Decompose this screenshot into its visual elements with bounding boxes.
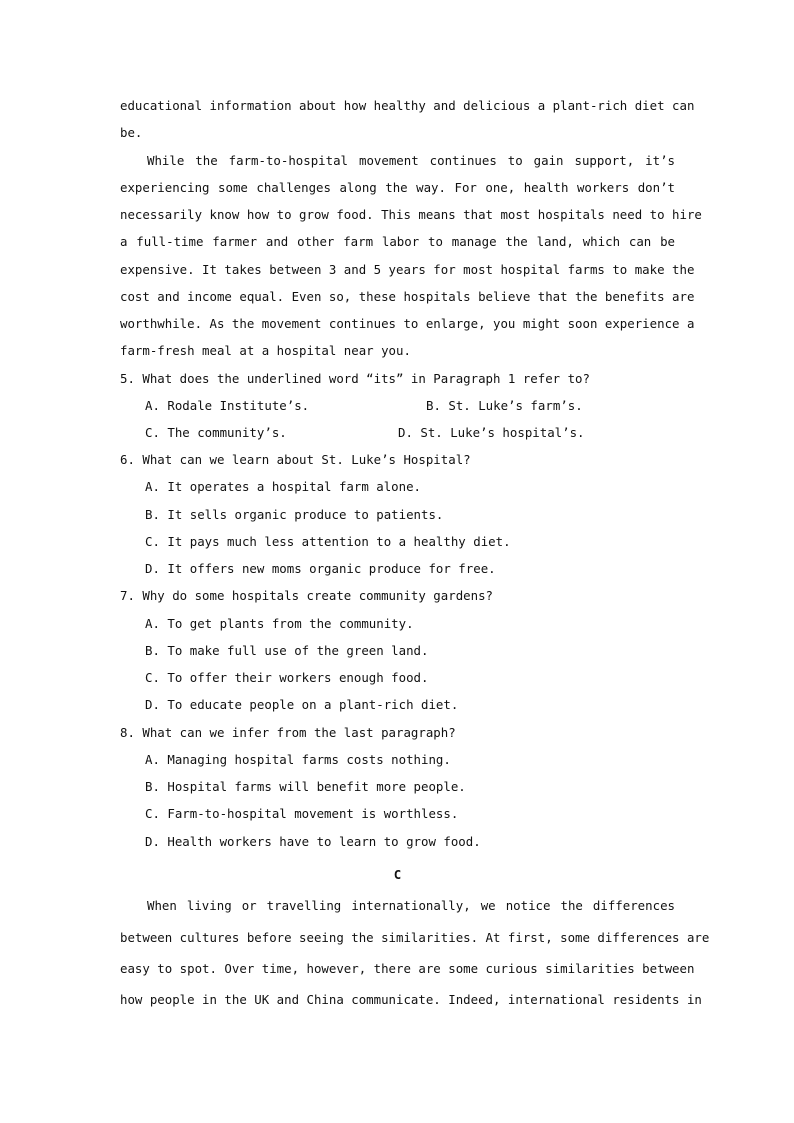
question-7-option-b: B. To make full use of the green land. [145,643,429,658]
passage-line: farm-fresh meal at a hospital near you. [120,343,411,358]
passage-line: worthwhile. As the movement continues to enlarge, you might soon experience a [120,316,695,331]
passage-line: between cultures before seeing the similarities. At first, some differences are [120,930,710,945]
passage-line: a full-time farmer and other farm labor to manage the land, which can be [120,234,675,249]
question-8-option-d: D. Health workers have to learn to grow food. [145,834,481,849]
question-6-option-d: D. It offers new moms organic produce for free. [145,561,496,576]
question-7-option-c: C. To offer their workers enough food. [145,670,429,685]
section-heading: C [393,867,402,882]
question-5-option-c: C. The community’s. [145,425,287,440]
passage-line: expensive. It takes between 3 and 5 years for most hospital farms to make the [120,262,695,277]
passage-line: experiencing some challenges along the way. For one, health workers don’t [120,180,675,195]
question-8-stem: 8. What can we infer from the last paragraph? [120,725,456,740]
passage-line: cost and income equal. Even so, these hospitals believe that the benefits are [120,289,695,304]
question-8-option-c: C. Farm-to-hospital movement is worthless. [145,806,459,821]
question-6-option-c: C. It pays much less attention to a healthy diet. [145,534,511,549]
passage-line: When living or travelling internationally, we notice the differences [147,898,675,913]
question-5-option-a: A. Rodale Institute’s. [145,398,310,413]
question-5-option-b: B. St. Luke’s farm’s. [426,398,583,413]
passage-line: necessarily know how to grow food. This means that most hospitals need to hire [120,207,702,222]
question-7-option-a: A. To get plants from the community. [145,616,414,631]
question-6-stem: 6. What can we learn about St. Luke’s Hospital? [120,452,471,467]
passage-line: easy to spot. Over time, however, there are some curious similarities between [120,961,695,976]
question-8-option-b: B. Hospital farms will benefit more people. [145,779,466,794]
question-5-option-d: D. St. Luke’s hospital’s. [398,425,585,440]
question-6-option-a: A. It operates a hospital farm alone. [145,479,422,494]
question-8-option-a: A. Managing hospital farms costs nothing. [145,752,451,767]
passage-line: how people in the UK and China communicate. Indeed, international residents in [120,992,702,1007]
passage-line: be. [120,125,143,140]
question-7-stem: 7. Why do some hospitals create community gardens? [120,588,493,603]
question-7-option-d: D. To educate people on a plant-rich diet. [145,697,459,712]
passage-line: educational information about how healthy and delicious a plant-rich diet can [120,98,695,113]
question-6-option-b: B. It sells organic produce to patients. [145,507,444,522]
question-5-stem: 5. What does the underlined word “its” in Paragraph 1 refer to? [120,371,590,386]
passage-line: While the farm-to-hospital movement continues to gain support, it’s [147,153,675,168]
